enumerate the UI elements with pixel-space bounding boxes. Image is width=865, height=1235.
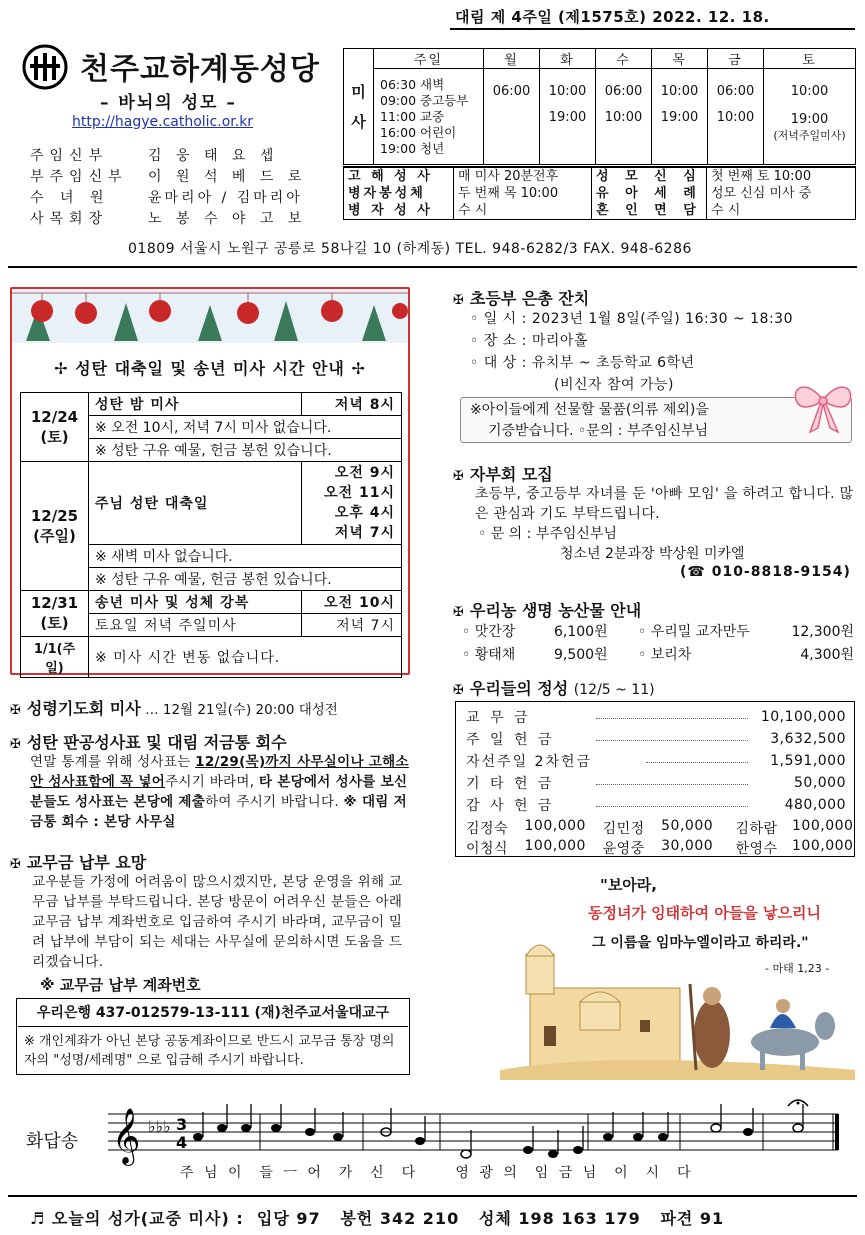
fathers-contact: ◦ 문 의 : 부주임신부님 청소년 2분과장 박상원 미카엘 (478, 526, 745, 562)
produce-heading: ✠ 우리농 생명 농산물 안내 (453, 601, 642, 620)
day-header: 목 (652, 49, 708, 69)
header-divider (8, 266, 857, 268)
church-logo-icon (22, 44, 68, 90)
christmas-mass-table (20, 392, 402, 678)
table-row: 주 일 헌 금 3,632,500 (466, 731, 846, 748)
svg-text:𝄞: 𝄞 (112, 1108, 141, 1164)
sunday-times: 06:30 새벽 09:00 중고등부 11:00 교중 16:00 어린이 19:00 청년 (374, 69, 484, 165)
mass-note: ※ 오전 10시, 저녁 7시 미사 없습니다. (89, 416, 402, 439)
psalm-label: 화답송 (26, 1131, 79, 1152)
quote-line-3: 그 이름을 임마누엘이라고 하리라." (592, 935, 809, 951)
donor-row: 김정숙 100,000 김민정 50,000 김하람 100,000 (466, 818, 854, 837)
sacrament-value: 수 시 (454, 202, 592, 220)
quote-source: - 마태 1,23 - (765, 962, 830, 975)
sacrament-label: 병 자 성 사 (344, 202, 454, 220)
prayer-heading: ✠ 성령기도회 미사 (10, 699, 141, 718)
cross-icon: ✠ (10, 703, 21, 718)
cross-icon: ✠ (453, 469, 464, 484)
cross-icon: ✠ (453, 605, 464, 620)
prayer-detail: … 12월 21일(수) 20:00 대성전 (145, 702, 338, 718)
mass-title: 송년 미사 및 성체 강복 (89, 591, 302, 614)
staff-row (30, 209, 330, 230)
confession-heading: ✠ 성탄 판공성사표 및 대림 저금통 회수 (10, 733, 287, 752)
christmas-title: ✢ 성탄 대축일 및 송년 미사 시간 안내 ✢ (54, 359, 366, 378)
table-row: 자선주일 2차헌금 1,591,000 (466, 753, 846, 770)
quote-line-2: 동정녀가 잉태하여 아들을 낳으리니 (588, 904, 822, 922)
christmas-ornaments-icon (12, 289, 408, 343)
sacraments-table (343, 166, 856, 220)
staff-name: 김 웅 태 요 셉 (148, 148, 279, 164)
sacrament-label: 병자봉성체 (344, 185, 454, 202)
offering-box (455, 701, 855, 857)
cross-icon: ✠ (10, 857, 21, 872)
mass-note: ※ 새벽 미사 없습니다. (89, 545, 402, 568)
psalm-lyrics: 주 님 이 들 ㅡ 어 가 신 다 영 광 의 임 금 님 이 시 다 (180, 1165, 694, 1181)
table-row: 기 타 헌 금 50,000 (466, 775, 846, 792)
fathers-phone: (☎ 010-8818-9154) (680, 564, 851, 580)
sacrament-value: 두 번째 목 10:00 (454, 185, 592, 202)
date-cell: 12/24 (토) (21, 393, 89, 462)
mass-schedule-table (343, 48, 856, 165)
issue-line: 대림 제 4주일 (제1575호) 2022. 12. 18. (455, 8, 770, 26)
fathers-heading: ✠ 자부회 모집 (453, 465, 553, 484)
account-heading: ※ 교무금 납부 계좌번호 (40, 976, 201, 994)
party-heading: ✠ 초등부 은총 잔치 (453, 289, 590, 308)
staff-row (30, 167, 330, 188)
cross-icon: ✠ (10, 737, 21, 752)
sacrament-label: 고 해 성 사 (344, 167, 454, 185)
date-cell: 12/31 (토) (21, 591, 89, 637)
saturday-times: 10:00 19:00 (저녁주일미사) (764, 69, 856, 165)
church-address: 01809 서울시 노원구 공릉로 58나길 10 (하계동) TEL. 948-6282/3 FAX. 948-6286 (128, 241, 692, 257)
tuesday-times: 10:00 19:00 (540, 69, 596, 165)
party-details: ◦ 일 시 : 2023년 1월 8일(주일) 16:30 ~ 18:30 ◦ 장 소 : 마리아홀 ◦ 대 상 : 유치부 ~ 초등학교 6학년 (비신자 참여 가능) (470, 311, 793, 393)
day-header: 금 (708, 49, 764, 69)
fathers-body: 초등부, 중고등부 자녀를 둔 '아빠 모임' 을 하려고 합니다. 많은 관심과 기도 부탁드립니다. (475, 486, 854, 522)
produce-list (462, 621, 854, 667)
mass-time: 저녁 8시 (302, 393, 402, 416)
staff-role: 수 녀 원 (30, 190, 110, 206)
staff-role: 부주임신부 (30, 169, 128, 185)
ribbon-bow-icon (788, 378, 858, 436)
day-header: 주일 (374, 49, 484, 69)
staff-list (30, 146, 330, 230)
thursday-times: 10:00 19:00 (652, 69, 708, 165)
day-header: 화 (540, 49, 596, 69)
list-item: ◦ 맛간장 6,100원 ◦ 우리밀 교자만두 12,300원 (462, 624, 854, 640)
hymns-line: ♬ 오늘의 성가(교중 미사) : 입당 97 봉헌 342 210 성체 198 163 179 파견 91 (30, 1209, 725, 1228)
staff-row (30, 146, 330, 167)
sacrament-label: 유 아 세 례 (592, 185, 707, 202)
church-name: 천주교하계동성당 (80, 52, 320, 87)
sacrament-label: 성 모 신 심 (592, 167, 707, 185)
date-cell: 1/1(주일) (21, 637, 89, 678)
mass-side-label: 미 사 (344, 49, 374, 165)
mass-time: 저녁 7시 (302, 614, 402, 637)
mass-time: 오전 9시 오전 11시 오후 4시 저녁 7시 (302, 462, 402, 545)
day-header: 월 (484, 49, 540, 69)
staff-role: 사목회장 (30, 211, 109, 227)
church-subtitle: – 바뇌의 성모 – (100, 93, 237, 113)
tuition-body: 교우분들 가정에 어려움이 많으시겠지만, 본당 운영을 위해 교무금 납부를 부탁드립니다. 본당 방문이 어려우신 분들은 아래 교무금 납부 계좌번호로 입금하여 주시기 바라며, 교무금이 밀려 납부에 부담이 되는 세대는 사무실에 문의하시면 도움을 드리겠습니다. (32, 874, 403, 970)
sacrament-value: 성모 신심 미사 중 (711, 186, 812, 201)
monday-times: 06:00 (484, 69, 540, 165)
day-header: 토 (764, 49, 856, 69)
list-item: ◦ 황태채 9,500원 ◦ 보리차 4,300원 (462, 647, 854, 663)
cross-icon: ✠ (453, 293, 464, 308)
staff-role: 주임신부 (30, 148, 109, 164)
prayer-section (10, 696, 410, 719)
table-row: 감 사 헌 금 480,000 (466, 797, 846, 814)
staff-name: 윤마리아 / 김마리아 (148, 190, 303, 206)
nativity-journey-icon (500, 930, 855, 1080)
mass-title: 성탄 밤 미사 (89, 393, 302, 416)
svg-text:3: 3 (176, 1115, 188, 1134)
confession-body: 연말 통계를 위해 성사표는 12/29(목)까지 사무실이나 고해소 안 성사표함에 꼭 넣어주시기 바라며, 타 본당에서 성사를 보신 분들도 성사표는 본당에 제출하여 주시기 바랍니다. ※ 대림 저금통 회수 : 본당 사무실 (30, 754, 409, 830)
quote-line-1: "보아라, (600, 876, 657, 894)
account-note: ※ 개인계좌가 아닌 본당 공동계좌이므로 반드시 교무금 통장 명의자의 "성명/세례명" 으로 입금해 주시기 바랍니다. (24, 1034, 395, 1068)
mass-note: ※ 미사 시간 변동 없습니다. (89, 637, 402, 678)
sacrament-value: 첫 번째 토 10:00 (711, 169, 812, 184)
date-cell: 12/25 (주일) (21, 462, 89, 591)
friday-times: 06:00 10:00 (708, 69, 764, 165)
day-header: 수 (596, 49, 652, 69)
mass-note: ※ 성탄 구유 예물, 헌금 봉헌 있습니다. (89, 439, 402, 462)
sacrament-value: 매 미사 20분전후 (454, 167, 592, 185)
svg-text:♭♭♭: ♭♭♭ (148, 1117, 171, 1136)
donation-note: ※아이들에게 선물할 물품(의류 제외)을 기증받습니다. ◦문의 : 부주임신부님 (470, 402, 709, 439)
sacrament-label: 혼 인 면 담 (592, 202, 707, 220)
mass-note: ※ 성탄 구유 예물, 헌금 봉헌 있습니다. (89, 568, 402, 591)
mass-title: 주님 성탄 대축일 (89, 462, 302, 545)
sacrament-value: 수 시 (711, 203, 741, 218)
offering-heading: ✠ 우리들의 정성 (12/5 ~ 11) (453, 679, 655, 698)
wednesday-times: 06:00 10:00 (596, 69, 652, 165)
church-url-link[interactable]: http://hagye.catholic.or.kr (72, 114, 254, 130)
staff-name: 이 원 석 베 드 로 (148, 169, 307, 185)
mass-title: 토요일 저녁 주일미사 (89, 614, 302, 637)
mass-time: 오전 10시 (302, 591, 402, 614)
footer-divider (8, 1195, 857, 1197)
cross-icon: ✠ (453, 683, 464, 698)
tuition-heading: ✠ 교무금 납부 요망 (10, 853, 147, 872)
staff-row (30, 188, 330, 209)
staff-name: 노 봉 수 야 고 보 (148, 211, 307, 227)
top-divider (450, 28, 855, 30)
donor-row: 이청식 100,000 윤영중 30,000 한영수 100,000 (466, 838, 854, 857)
svg-text:4: 4 (176, 1133, 188, 1152)
account-number: 우리은행 437-012579-13-111 (재)천주교서울대교구 (18, 1002, 408, 1027)
table-row: 교 무 금 10,100,000 (466, 709, 846, 726)
